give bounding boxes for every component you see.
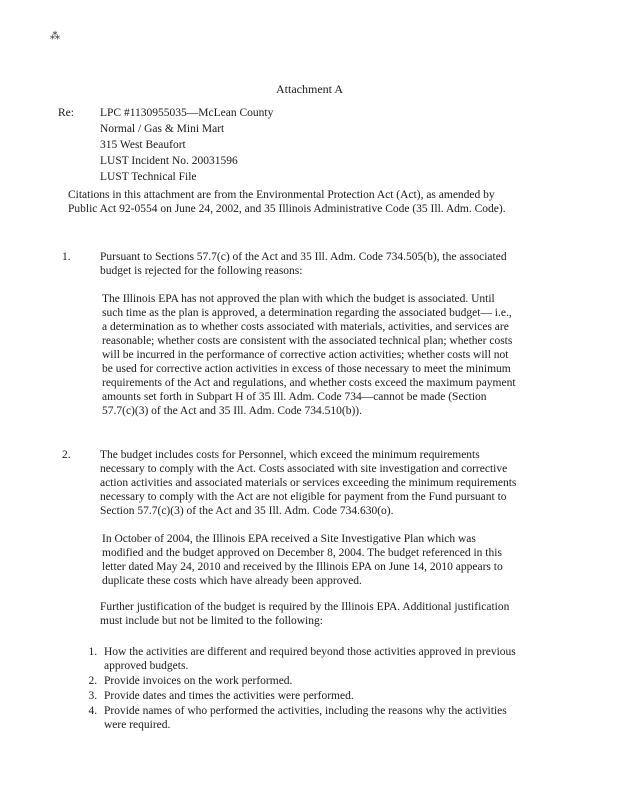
- item-1-reason: The Illinois EPA has not approved the plan with which the budget is associated. Until such time as the plan is approved, a determination regarding the associated budget— i.e., a determination as to whether costs associated with materials, activities, and services are reasonable; whether costs are consistent with the associated technical plan; whether costs will be incurred in the performance of corrective action activities; whether costs will not be used for corrective action activities in excess of those necessary to meet the minimum requirements of the Act and regulations, and whether costs exceed the maximum payment amounts set forth in Subpart H of 35 Ill. Adm. Code 734—cannot be made (Section 57.7(c)(3) of the Act and 35 Ill. Adm. Code 734.510(b)).: [102, 293, 516, 417]
- item-2-history: In October of 2004, the Illinois EPA received a Site Investigative Plan which was modified and the budget approved on December 8, 2004. The budget referenced in this letter dated May 24, 2010 and received by the Illinois EPA on June 14, 2010 appears to duplicate these costs which have already been approved.: [102, 533, 503, 587]
- attachment-title: Attachment A: [276, 82, 343, 96]
- item-2-number: 2.: [62, 449, 71, 461]
- item-1-number: 1.: [62, 251, 71, 263]
- list-item: 1. How the activities are different and required beyond those activities approved in previous approved budgets.: [100, 645, 520, 673]
- list-item: 2. Provide invoices on the work performed.: [100, 674, 520, 688]
- re-label: Re:: [58, 107, 74, 119]
- re-block: [100, 106, 273, 186]
- list-item: 4. Provide names of who performed the activities, including the reasons why the activities were required.: [100, 704, 520, 732]
- re-line: LUST Incident No. 20031596: [100, 155, 238, 167]
- re-line: LUST Technical File: [100, 171, 197, 183]
- scan-mark: ⁂: [50, 31, 60, 42]
- re-line: 315 West Beaufort: [100, 139, 186, 151]
- re-line: LPC #1130955035—McLean County: [100, 107, 274, 119]
- item-1-text: Pursuant to Sections 57.7(c) of the Act and 35 Ill. Adm. Code 734.505(b), the associated budget is rejected for the following reasons:: [100, 251, 507, 277]
- requirements-list: [80, 645, 520, 733]
- list-item: 3. Provide dates and times the activities were performed.: [100, 689, 520, 703]
- item-2-text: The budget includes costs for Personnel, which exceed the minimum requirements necessary to comply with the Act. Costs associated with site investigation and corrective action activities and associated materials or services exceeding the minimum requirements necessary to comply with the Act are not eligible for payment from the Fund pursuant to Section 57.7(c)(3) of the Act and 35 Ill. Adm. Code 734.630(o).: [100, 449, 517, 517]
- re-line: Normal / Gas & Mini Mart: [100, 123, 225, 135]
- intro-paragraph: Citations in this attachment are from the Environmental Protection Act (Act), as amended by Public Act 92-0554 on June 24, 2002, and 35 Illinois Administrative Code (35 Ill. Adm. Code).: [68, 189, 506, 215]
- item-2-justification: Further justification of the budget is required by the Illinois EPA. Additional justification must include but not be limited to the following:: [100, 601, 510, 627]
